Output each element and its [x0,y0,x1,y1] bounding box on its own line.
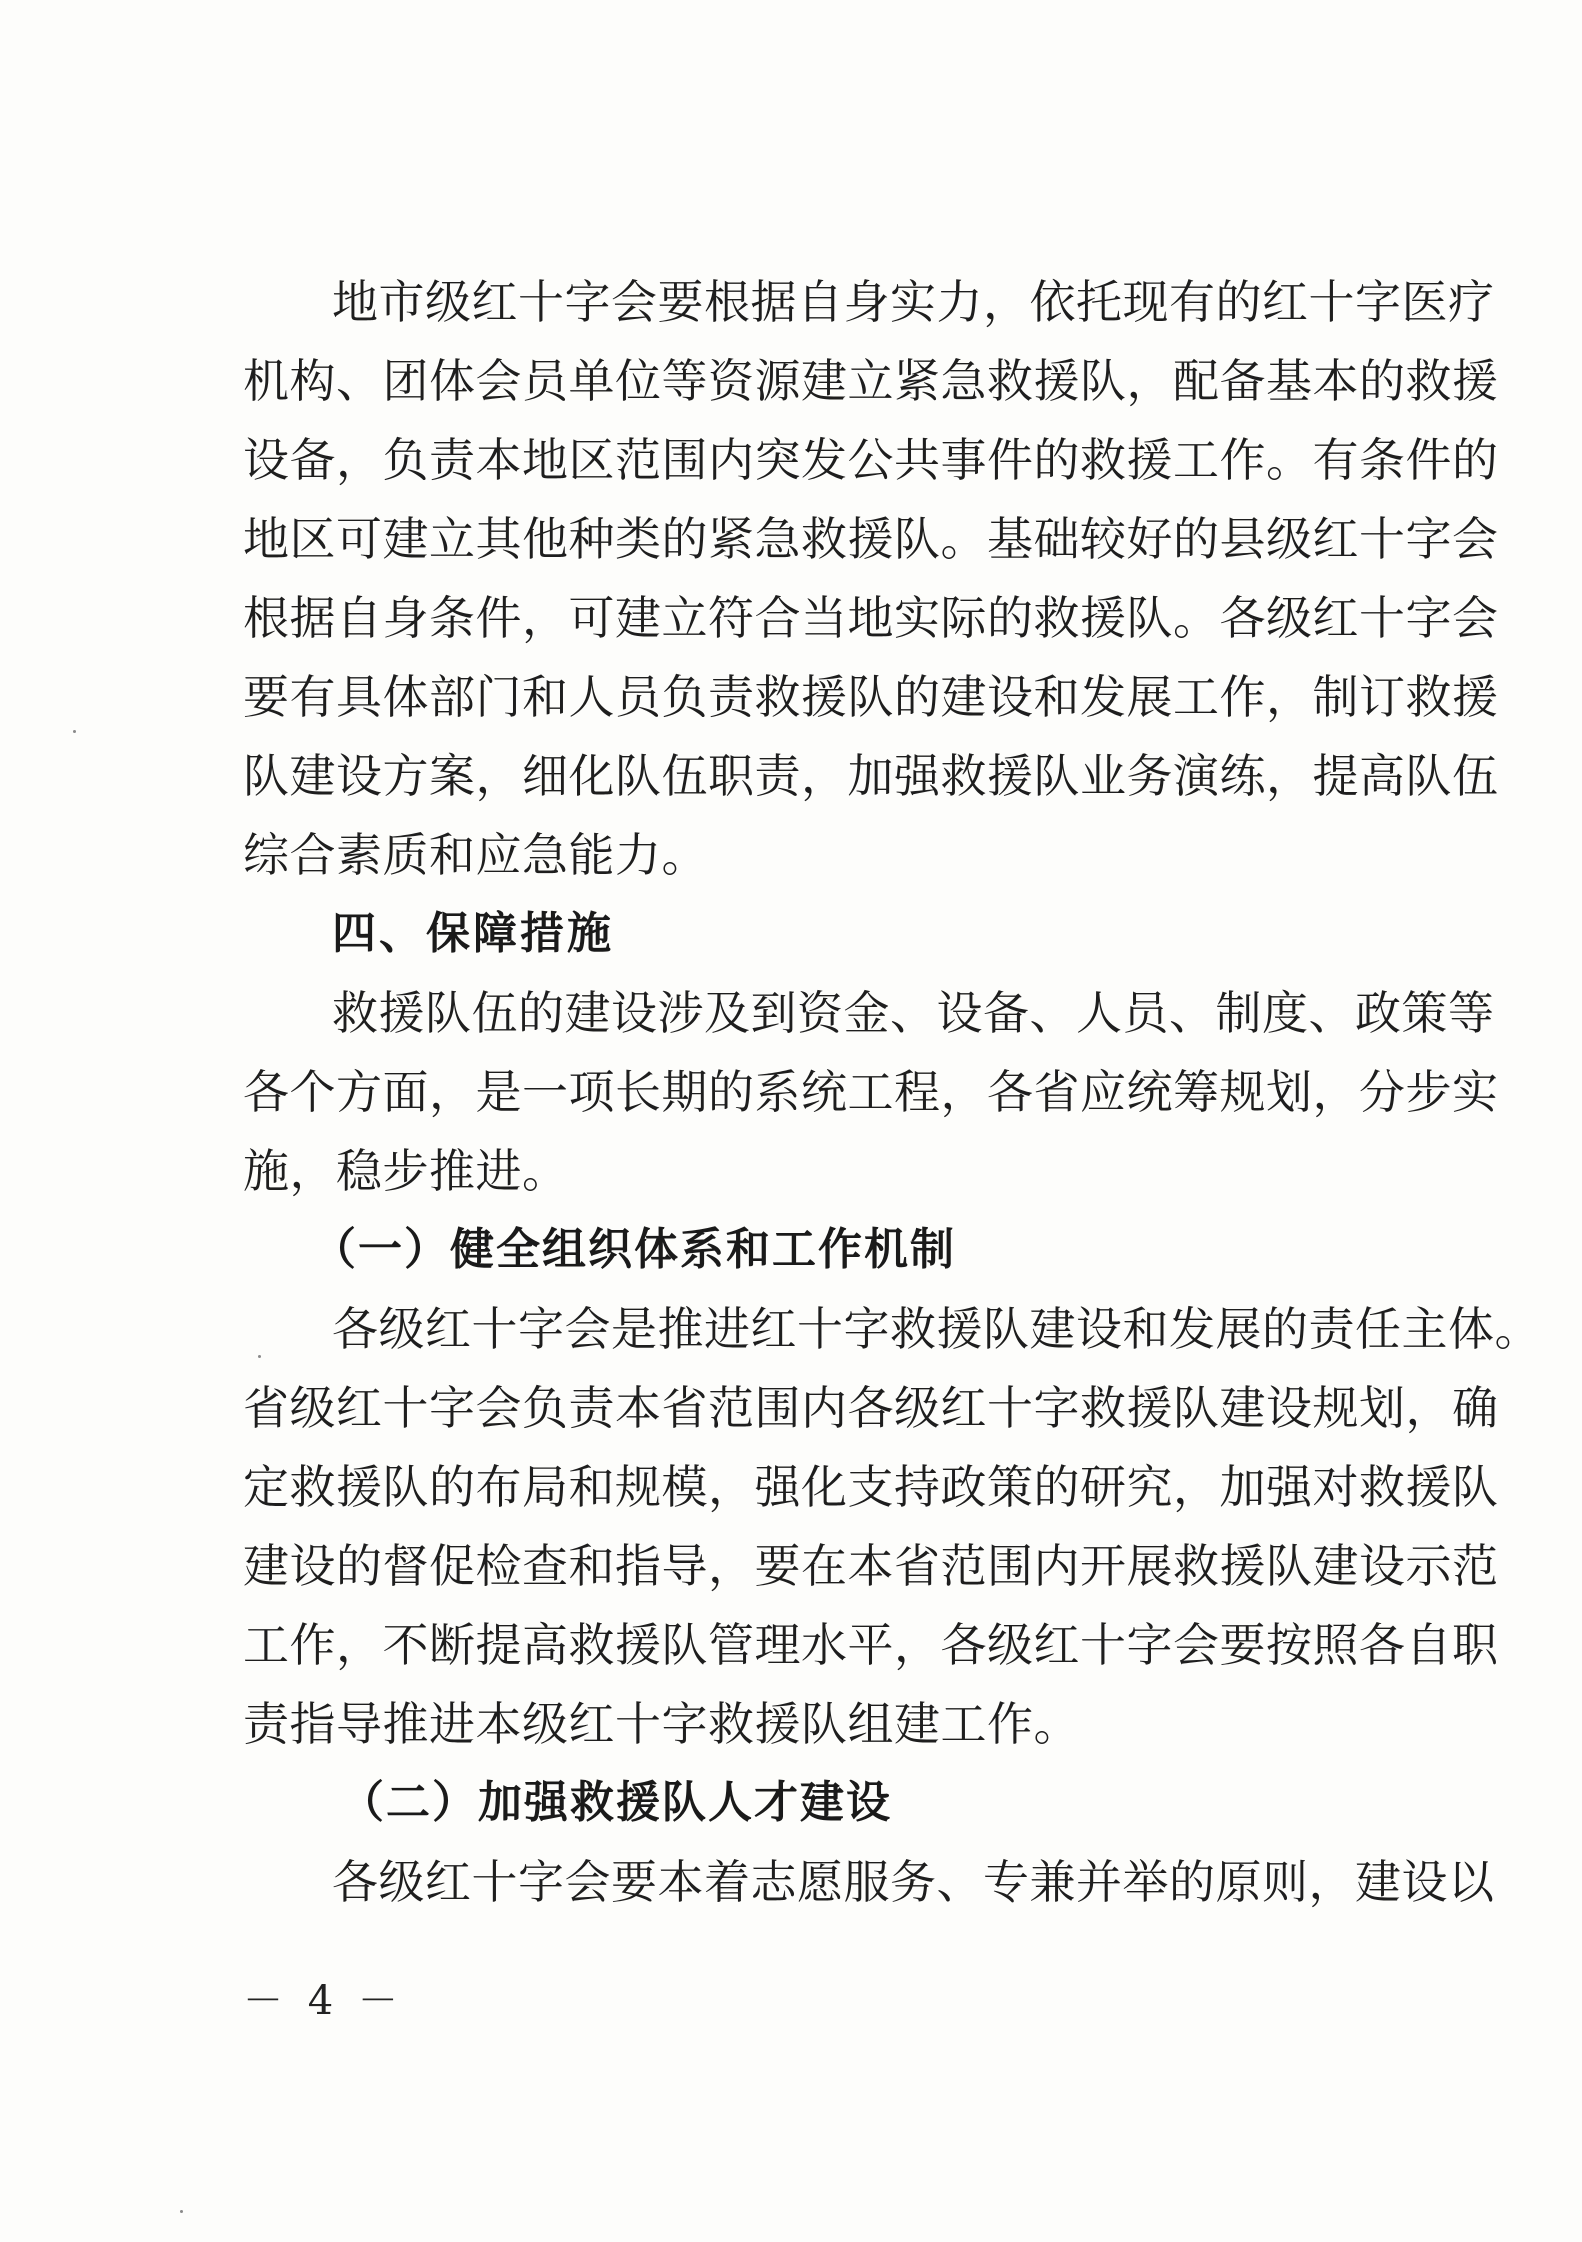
paragraph-line: 工作，不断提高救援队管理水平，各级红十字会要按照各自职 [243,1618,1499,1672]
paragraph-line: 根据自身条件，可建立符合当地实际的救援队。各级红十字会 [243,591,1499,645]
paragraph-line: 各个方面，是一项长期的系统工程，各省应统筹规划，分步实 [243,1065,1499,1119]
paragraph-line: 综合素质和应急能力。 [243,828,708,882]
subsection-heading: （一）健全组织体系和工作机制 [312,1224,956,1275]
scan-speck [180,2210,183,2213]
subsection-heading: （二）加强救援队人才建设 [340,1777,892,1828]
scan-speck [258,1355,261,1358]
page-number: － 4 － [243,1978,404,2024]
paragraph-line: 救援队伍的建设涉及到资金、设备、人员、制度、政策等 [332,986,1495,1040]
paragraph-line: 责指导推进本级红十字救援队组建工作。 [243,1697,1080,1751]
paragraph-line: 施，稳步推进。 [243,1144,569,1198]
paragraph-line: 设备，负责本地区范围内突发公共事件的救援工作。有条件的 [243,433,1499,487]
paragraph-line: 定救援队的布局和规模，强化支持政策的研究，加强对救援队 [243,1460,1499,1514]
paragraph-line: 地区可建立其他种类的紧急救援队。基础较好的县级红十字会 [243,512,1499,566]
paragraph-line: 各级红十字会是推进红十字救援队建设和发展的责任主体。 [332,1302,1541,1356]
paragraph-line: 建设的督促检查和指导，要在本省范围内开展救援队建设示范 [243,1539,1499,1593]
section-heading: 四、保障措施 [332,908,614,959]
paragraph-line: 要有具体部门和人员负责救援队的建设和发展工作，制订救援 [243,670,1499,724]
paragraph-line: 地市级红十字会要根据自身实力，依托现有的红十字医疗 [332,275,1495,329]
paragraph-line: 机构、团体会员单位等资源建立紧急救援队，配备基本的救援 [243,354,1499,408]
scan-speck [73,730,76,733]
paragraph-line: 各级红十字会要本着志愿服务、专兼并举的原则，建设以 [332,1855,1495,1909]
paragraph-line: 省级红十字会负责本省范围内各级红十字救援队建设规划，确 [243,1381,1499,1435]
paragraph-line: 队建设方案，细化队伍职责，加强救援队业务演练，提高队伍 [243,749,1499,803]
